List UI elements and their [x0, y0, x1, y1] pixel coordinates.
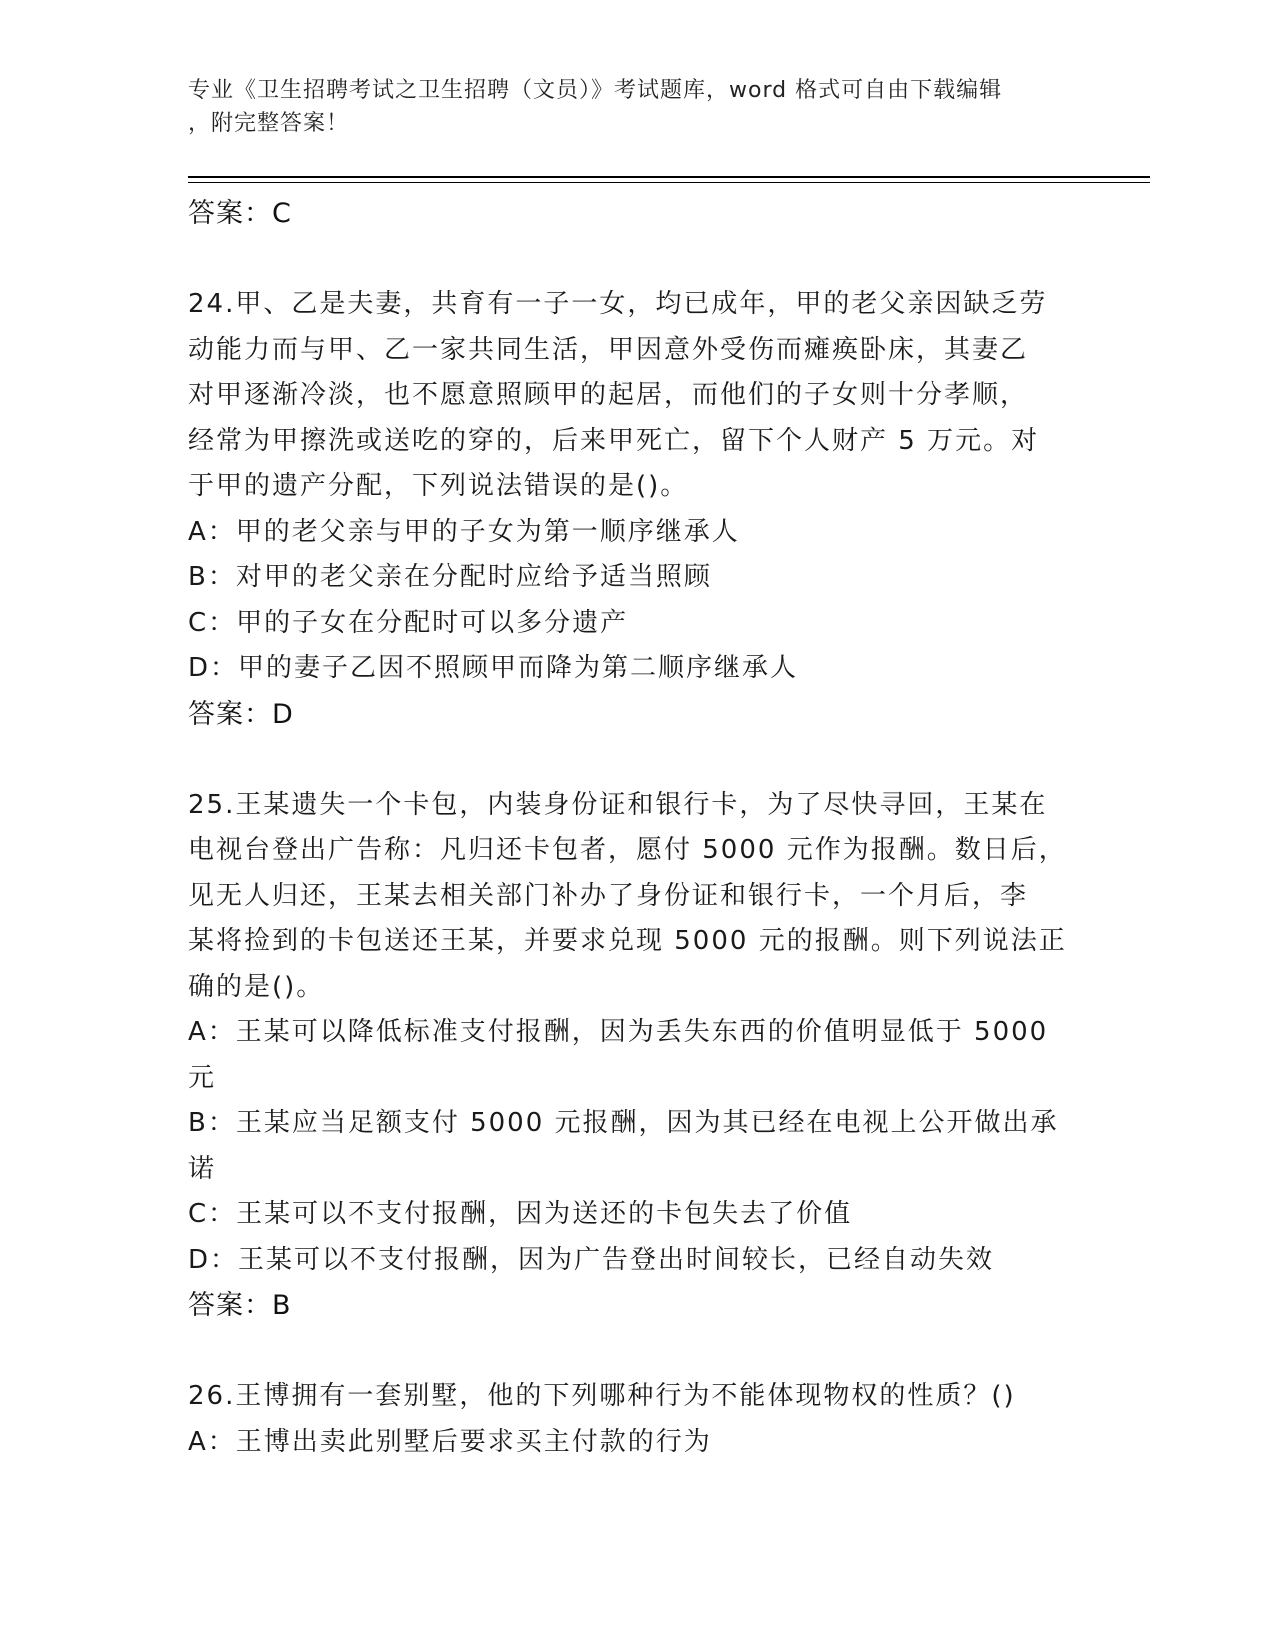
header-rule-thin: [188, 182, 1150, 183]
q25-stem-line: 25.王某遗失一个卡包，内装身份证和银行卡，为了尽快寻回，王某在: [188, 789, 1048, 820]
q24-answer: 答案：D: [188, 698, 294, 730]
q26-option-a: A：王博出卖此别墅后要求买主付款的行为: [188, 1426, 712, 1457]
q25-option-b: B：王某应当足额支付 5000 元报酬，因为其已经在电视上公开做出承: [188, 1108, 1059, 1138]
q25-option-a: A：王某可以降低标准支付报酬，因为丢失东西的价值明显低于 5000: [188, 1017, 1049, 1047]
header-line-2: ，附完整答案！: [188, 111, 350, 136]
q24-stem-line: 动能力而与甲、乙一家共同生活，甲因意外受伤而瘫痪卧床，其妻乙: [188, 334, 1029, 365]
q24-option-c: C：甲的子女在分配时可以多分遗产: [188, 607, 629, 638]
q24-stem-line: 24.甲、乙是夫妻，共育有一子一女，均已成年，甲的老父亲因缺乏劳: [188, 289, 1048, 319]
question-content: [188, 191, 1088, 1465]
q25-option-c: C：王某可以不支付报酬，因为送还的卡包失去了价值: [188, 1199, 853, 1229]
page-header: [188, 74, 1068, 140]
q25-option-a-cont: 元: [188, 1062, 217, 1093]
q23-answer: 答案：C: [188, 198, 292, 229]
q24-stem-line: 对甲逐渐冷淡，也不愿意照顾甲的起居，而他们的子女则十分孝顺，: [188, 380, 1029, 410]
q24-option-d: D：甲的妻子乙因不照顾甲而降为第二顺序继承人: [188, 653, 799, 683]
q25-stem-line: 某将捡到的卡包送还王某，并要求兑现 5000 元的报酬。则下列说法正: [188, 926, 1067, 956]
q24-option-b: B：对甲的老父亲在分配时应给予适当照顾: [188, 562, 712, 592]
q25-stem-line: 电视台登出广告称：凡归还卡包者，愿付 5000 元作为报酬。数日后，: [188, 835, 1067, 865]
q25-stem-line: 见无人归还，王某去相关部门补办了身份证和银行卡，一个月后，李: [188, 880, 1029, 911]
header-rule-thick: [188, 176, 1150, 178]
spacer: [188, 1329, 1088, 1375]
spacer: [188, 737, 1088, 783]
spacer: [188, 237, 1088, 283]
q25-option-d: D：王某可以不支付报酬，因为广告登出时间较长，已经自动失效: [188, 1244, 995, 1275]
q25-option-b-cont: 诺: [188, 1153, 217, 1184]
q24-option-a: A：甲的老父亲与甲的子女为第一顺序继承人: [188, 516, 740, 547]
q25-stem-line: 确的是()。: [188, 971, 325, 1002]
q24-stem-line: 于甲的遗产分配，下列说法错误的是()。: [188, 471, 689, 501]
question-24: [188, 282, 1088, 737]
question-25: [188, 783, 1088, 1329]
question-26: [188, 1374, 1088, 1465]
q25-answer: 答案：B: [188, 1290, 292, 1321]
q24-stem-line: 经常为甲擦洗或送吃的穿的，后来甲死亡，留下个人财产 5 万元。对: [188, 425, 1040, 456]
header-line-1: 专业《卫生招聘考试之卫生招聘（文员）》考试题库，word 格式可自由下载编辑: [188, 78, 1003, 103]
q26-stem-line: 26.王博拥有一套别墅，他的下列哪种行为不能体现物权的性质？(): [188, 1381, 1016, 1411]
